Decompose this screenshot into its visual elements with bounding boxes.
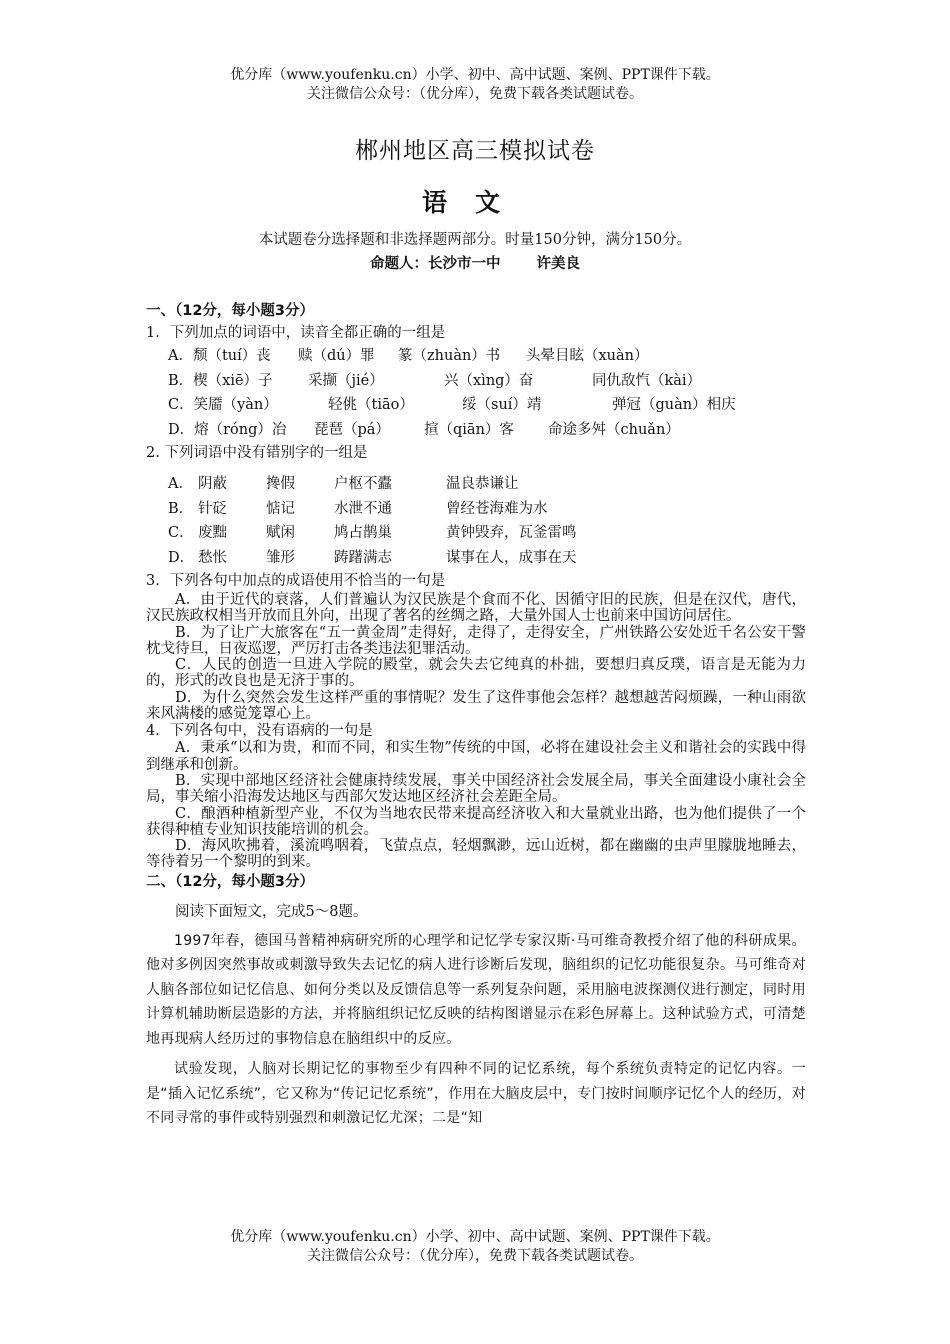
author-label: 命题人：长沙市一中 xyxy=(370,256,501,272)
question-4-option-a: A．秉承“以和为贵，和而不同，和实生物”传统的中国，必将在建设社会主义和谐社会的实践中得到继承和创新。 xyxy=(146,740,806,773)
question-3-option-d: D．为什么突然会发生这样严重的事情呢？发生了这件事他会怎样？越想越苦闷烦躁，一种山雨欲来风满楼的感觉笼罩心上。 xyxy=(146,689,806,723)
option-word: 黄钟毁弃，瓦釜雷鸣 xyxy=(446,525,577,541)
option-item: 绥（suí）靖 xyxy=(462,397,542,413)
question-4-option-d: D．海风吹拂着，溪流鸣咽着，飞萤点点，轻烟飘渺，远山近树，都在幽幽的虫声里朦胧地睡去，等待着另一个黎明的到来。 xyxy=(146,838,806,871)
page-header xyxy=(0,66,950,104)
footer-line-2: 关注微信公众号：（优分库），免费下载各类试题试卷。 xyxy=(307,1248,643,1264)
header-line-1: 优分库（www.youfenku.cn）小学、初中、高中试题、案例、PPT课件下载。 xyxy=(230,67,720,83)
question-2-row xyxy=(168,497,806,522)
option-letter: C． xyxy=(168,525,194,541)
option-item: C．笑靥（yàn） xyxy=(168,397,278,413)
option-word: 阴蔽 xyxy=(198,476,227,492)
option-item: 同仇敌忾（kài） xyxy=(592,372,702,389)
question-1-option-d xyxy=(146,418,806,443)
option-letter: B． xyxy=(168,500,194,517)
option-item: A．颓（tuí）丧 xyxy=(168,348,271,364)
option-item: 赎（dú）罪 xyxy=(298,348,375,364)
header-line-2: 关注微信公众号：（优分库），免费下载各类试题试卷。 xyxy=(307,86,643,102)
option-item: 弹冠（guàn）相庆 xyxy=(612,397,736,413)
question-2-options xyxy=(146,472,806,570)
question-2-row xyxy=(168,546,806,571)
option-item: B．楔（xiē）子 xyxy=(168,372,273,389)
subject-title: 语文 xyxy=(421,188,528,217)
exam-content xyxy=(146,300,806,1131)
question-1-option-c xyxy=(146,393,806,418)
question-3-option-c: C．人民的创造一旦进入学院的殿堂，就会失去它纯真的朴拙，要想归真反璞，语言是无能为力的，形式的改良也是无济于事的。 xyxy=(146,657,806,690)
option-word: 惦记 xyxy=(266,500,295,517)
author-name: 许美良 xyxy=(536,256,580,272)
option-word: 水泄不通 xyxy=(334,500,392,517)
option-item: 篆（zhuàn）书 xyxy=(398,348,501,364)
option-word: 废黜 xyxy=(198,525,227,541)
exam-title: 郴州地区高三模拟试卷 xyxy=(355,138,595,164)
option-word: 鸠占鹊巢 xyxy=(334,525,392,541)
page-footer xyxy=(0,1228,950,1266)
section-2-heading: 二、（12分，每小题3分） xyxy=(146,873,315,890)
section-1-heading: 一、（12分，每小题3分） xyxy=(146,303,315,319)
option-word: 户枢不蠹 xyxy=(334,476,392,492)
question-1-option-b xyxy=(146,369,806,394)
option-item: 采撷（jié） xyxy=(308,372,384,389)
option-item: D．熔（róng）冶 xyxy=(168,421,287,438)
question-2-stem: 2. 下列词语中没有错别字的一组是 xyxy=(146,445,368,461)
question-2-row xyxy=(168,521,806,546)
reading-instruction: 阅读下面短文，完成5～8题。 xyxy=(175,903,368,920)
option-word: 曾经苍海难为水 xyxy=(446,500,548,517)
question-4-option-c: C．酿酒种植新型产业，不仅为当地农民带来提高经济收入和大量就业出路，也为他们提供了一个获得种植专业知识技能培训的机会。 xyxy=(146,805,806,838)
question-3-option-b: B．为了让广大旅客在“五一黄金周”走得好，走得了，走得安全，广州铁路公安处近千名公安干警枕戈待旦，日夜巡逻，严厉打击各类违法犯罪活动。 xyxy=(146,624,806,657)
question-3-option-a: A．由于近代的衰落，人们普遍认为汉民族是个食而不化、因循守旧的民族，但是在汉代，唐代，汉民族政权相当开放而且外向，出现了著名的丝绸之路，大量外国人士也前来中国访问居住。 xyxy=(146,592,806,625)
option-letter: D． xyxy=(168,549,195,566)
footer-line-1: 优分库（www.youfenku.cn）小学、初中、高中试题、案例、PPT课件下载。 xyxy=(230,1229,720,1245)
question-4-stem: 4．下列各句中，没有语病的一句是 xyxy=(146,723,373,740)
author-line xyxy=(0,252,950,273)
option-word: 针砭 xyxy=(198,500,227,517)
question-4-option-b: B．实现中部地区经济社会健康持续发展，事关中国经济社会发展全局，事关全面建设小康社会全局，事关缩小沿海发达地区与西部欠发达地区经济社会差距全局。 xyxy=(146,772,806,806)
option-word: 谋事在人，成事在天 xyxy=(446,549,577,566)
question-1-stem: 1．下列加点的词语中，读音全都正确的一组是 xyxy=(146,325,446,341)
option-letter: A． xyxy=(168,476,193,492)
question-2-row xyxy=(168,472,806,497)
option-item: 琵琶（pá） xyxy=(314,421,390,438)
article-paragraph-2: 试验发现，人脑对长期记忆的事物至少有四种不同的记忆系统，每个系统负责特定的记忆内容。一是“插入记忆系统”，它又称为“传记记忆系统”，作用在大脑皮层中，专门按时间顺序记忆个人的经历，对不同寻常的事件或特别强烈和刺激记忆尤深；二是“知 xyxy=(146,1061,806,1127)
option-word: 搀假 xyxy=(266,476,295,492)
question-3-stem: 3．下列各句中加点的成语使用不恰当的一句是 xyxy=(146,573,446,589)
option-item: 轻佻（tiāo） xyxy=(328,397,414,413)
option-item: 兴（xìng）奋 xyxy=(444,372,534,389)
option-word: 愁怅 xyxy=(198,549,227,566)
option-word: 雏形 xyxy=(266,549,295,566)
option-word: 踌躇满志 xyxy=(334,549,392,566)
option-word: 赋闲 xyxy=(266,525,295,541)
article-paragraph-1: 1997年春，德国马普精神病研究所的心理学和记忆学专家汉斯·马可维奇教授介绍了他的科研成果。他对多例因突然事故或刺激导致失去记忆的病人进行诊断后发现，脑组织的记忆功能很复杂。马可维奇对人脑各部位如记忆信息、如何分类以及反馈信息等一系列复杂问题，采用脑电波探测仪进行测定，同时用计算机辅助断层造影的方法，并将脑组织记忆反映的结构图谱显示在彩色屏幕上。这种试验方式，可清楚地再现病人经历过的事物信息在脑组织中的反应。 xyxy=(146,932,806,1047)
option-item: 头晕目眩（xuàn） xyxy=(526,348,649,364)
question-1-option-a xyxy=(146,344,806,369)
option-item: 命途多舛（chuǎn） xyxy=(548,421,680,438)
exam-intro: 本试题卷分选择题和非选择题两部分。时量150分钟，满分150分。 xyxy=(258,232,692,248)
option-item: 揎（qiān）客 xyxy=(424,421,514,438)
option-word: 温良恭谦让 xyxy=(446,476,519,492)
